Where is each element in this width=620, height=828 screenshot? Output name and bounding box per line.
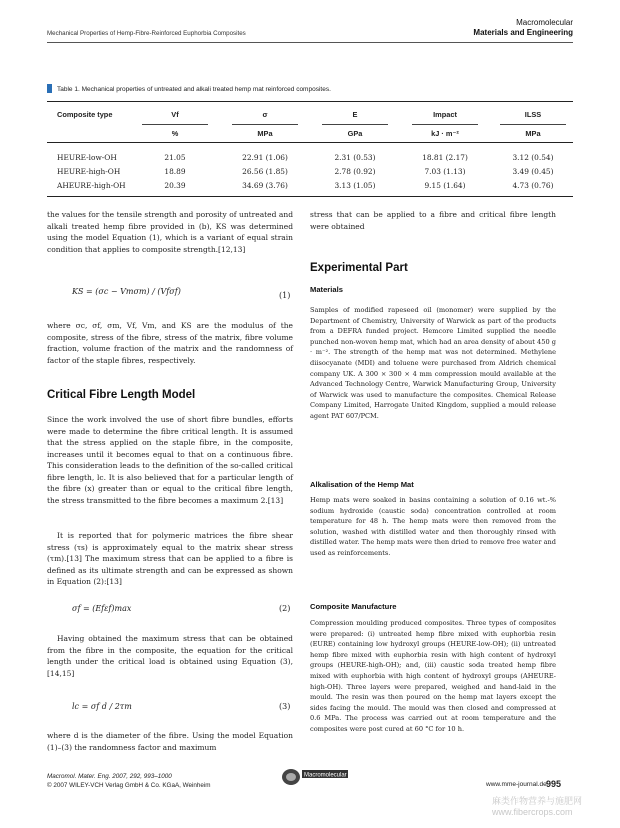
header-rule: [47, 42, 573, 43]
left-paragraph-2: where σc, σf, σm, Vf, Vm, and KS are the modulus of the composite, stress of the fibre, stress of the matrix, fibre volume fraction, volume fraction of the matrix and the randomness of factor of the staple fibres, respectively.: [47, 321, 293, 365]
table-top-rule: [47, 101, 573, 102]
table-unit-vf: %: [171, 129, 179, 138]
equation-1-number: (1): [279, 291, 291, 300]
equation-2-number: (2): [279, 604, 291, 613]
copyright-text: © 2007 WILEY-VCH Verlag GmbH & Co. KGaA, Weinheim: [47, 782, 211, 789]
subsection-heading-alkalisation: Alkalisation of the Hemp Mat: [310, 480, 414, 489]
equation-3: lc = σf d / 2τm: [72, 702, 132, 711]
table-unit-e: GPa: [347, 129, 363, 138]
table-cell-e: 3.13 (1.05): [334, 181, 376, 190]
table-subrule: [322, 124, 388, 125]
equation-1: KS = (σc − Vmσm) / (Vfσf): [72, 287, 181, 296]
table-header-e: E: [352, 110, 358, 119]
citation-text: Macromol. Mater. Eng. 2007, 292, 993–1000: [47, 773, 172, 780]
table-cell-ilss: 3.49 (0.45): [512, 167, 554, 176]
table-cell-impact: 9.15 (1.64): [424, 181, 466, 190]
left-paragraph-4: It is reported that for polymeric matrices the fibre shear stress (τs) is approximately equal to the matrix shear stress (τm).[13] The maximum stress that can be applied to a fibre is defined as its ultimate strength and can be expressed as shown in Equation (2):[13]: [47, 531, 293, 586]
table-header-vf: Vf: [171, 110, 179, 119]
journals-logo-icon: [280, 766, 372, 788]
table-cell-type: HEURE-high-OH: [57, 167, 121, 176]
table-cell-e: 2.78 (0.92): [334, 167, 376, 176]
table-cell-impact: 7.03 (1.13): [424, 167, 466, 176]
table-unit-impact: kJ · m⁻²: [431, 129, 459, 138]
table-subrule: [412, 124, 478, 125]
table-unit-sigma: MPa: [257, 129, 273, 138]
footer-citation: [47, 772, 211, 790]
table-cell-vf: 18.89: [164, 167, 186, 176]
table-subrule: [142, 124, 208, 125]
running-title: Mechanical Properties of Hemp-Fibre-Reinforced Euphorbia Composites: [47, 30, 246, 37]
table-header-rule: [47, 142, 573, 143]
journal-name: [473, 18, 573, 38]
caption-marker-icon: [47, 84, 52, 93]
table-caption-text: Table 1. Mechanical properties of untreated and alkali treated hemp mat reinforced composites.: [57, 86, 331, 93]
journal-name-line2: Materials and Engineering: [473, 28, 573, 37]
table-header-type: Composite type: [57, 110, 113, 119]
table-cell-sigma: 26.56 (1.85): [242, 167, 288, 176]
table-bottom-rule: [47, 196, 573, 197]
table-unit-ilss: MPa: [525, 129, 541, 138]
right-paragraph-alkalisation: Hemp mats were soaked in basins containing a solution of 0.16 wt.-% sodium hydroxide (caustic soda) concentration controlled at room temperature for 48 h. The hemp mats were then removed from the solution, washed with distilled water and then thoroughly rinsed with distilled water. The hemp mats were then dried to remove free water and used as reinforcements.: [310, 496, 556, 557]
footer-website: www.mme-journal.de: [486, 781, 547, 788]
table-cell-ilss: 4.73 (0.76): [512, 181, 554, 190]
right-paragraph-0: stress that can be applied to a fibre and critical fibre length were obtained: [310, 210, 556, 231]
table-cell-sigma: 34.69 (3.76): [242, 181, 288, 190]
equation-2: σf = (Efεf)max: [72, 604, 132, 613]
table-header-ilss: ILSS: [524, 110, 542, 119]
watermark-line2: www.fibercrops.com: [492, 807, 573, 817]
section-heading-experimental: Experimental Part: [310, 262, 408, 274]
subsection-heading-composite-manufacture: Composite Manufacture: [310, 602, 397, 611]
table-cell-e: 2.31 (0.53): [334, 153, 376, 162]
section-heading-critical-fibre-length: Critical Fibre Length Model: [47, 389, 196, 401]
table-cell-vf: 21.05: [164, 153, 186, 162]
page-number: 995: [546, 779, 562, 789]
table-cell-vf: 20.39: [164, 181, 186, 190]
table-cell-ilss: 3.12 (0.54): [512, 153, 554, 162]
table-cell-type: HEURE-low-OH: [57, 153, 117, 162]
table-subrule: [500, 124, 566, 125]
watermark: [492, 796, 582, 818]
right-paragraph-materials: Samples of modified rapeseed oil (monomer) were supplied by the Department of Chemistry, University of Warwick as part of the products from a DEFRA funded project. Hemcore Limited supplied the needle punched non-woven hemp mat, which had an area density of about 450 g · m⁻². The strength of the hemp mat was not determined. Methylene diisocyanate (MDI) and toluene were purchased from Aldrich chemical company UK. A 300 × 300 × 4 mm compression mould available at the Advanced Technology Centre, Warwick Manufacturing Group, University of Warwick was used to manufacture the composites. Chemical Release Company Limited, Harrogate United Kingdom, supplied a mould release agent PAT 607/PCM.: [310, 306, 556, 420]
equation-3-number: (3): [279, 702, 291, 711]
logo-text: Macromolecular Journals: [304, 772, 372, 779]
table-cell-impact: 18.81 (2.17): [422, 153, 468, 162]
table-cell-sigma: 22.91 (1.06): [242, 153, 288, 162]
journal-name-line1: Macromolecular: [516, 18, 573, 27]
left-paragraph-3: Since the work involved the use of short fibre bundles, efforts were made to determine the fibre critical length. It is assumed that the stress applied on the staple fibre, in the composite, increases until it becomes equal to that on a continuous fibre. This consideration leads to the definition of the so-called critical fibre length, lc. It is also believed that for a particular length of the fibre (x) greater than or equal to the critical fibre length, the stress transmitted to the fibre becomes a maximum 2.[13]: [47, 415, 293, 505]
left-paragraph-5: Having obtained the maximum stress that can be obtained from the fibre in the composite, the equation for the critical length under the critical load is obtained using Equation (3),[14,15]: [47, 634, 293, 678]
right-paragraph-composite-manufacture: Compression moulding produced composites. Three types of composites were prepared: (i) untreated hemp fibre mixed with euphorbia resin (EURE) containing low hydroxyl groups (HEURE-low-OH); (ii) untreated hemp fibre mixed with euphorbia resin with high content of hydroxyl groups (HEURE-high-OH); and, (iii) caustic soda treated hemp fibre mixed with euphorbia with high content of hydroxyl groups (AHEURE-high-OH). Three layers were prepared, weighed and hand-laid in the mould. The resin was then poured on the hemp mat layers except the sides facing the mould. The mould was then closed and compressed at 0.6 MPa. The process was carried out at room temperature and the composites were post cured at 60 °C for 10 h.: [310, 619, 556, 733]
table-caption: [47, 84, 331, 93]
watermark-line1: 麻类作物营养与施肥网: [492, 796, 583, 806]
table-subrule: [232, 124, 298, 125]
left-paragraph-6: where d is the diameter of the fibre. Using the model Equation (1)–(3) the randomness factor and maximum: [47, 731, 293, 752]
left-paragraph-1: the values for the tensile strength and porosity of untreated and alkali treated hemp fibre provided in (b), KS was determined using the model Equation (1), which is a variant of equal strain condition that applies to composite strength.[12,13]: [47, 210, 293, 254]
table-cell-type: AHEURE-high-OH: [57, 181, 126, 190]
table-header-sigma: σ: [262, 110, 268, 119]
table-header-impact: Impact: [433, 110, 457, 119]
subsection-heading-materials: Materials: [310, 285, 343, 294]
